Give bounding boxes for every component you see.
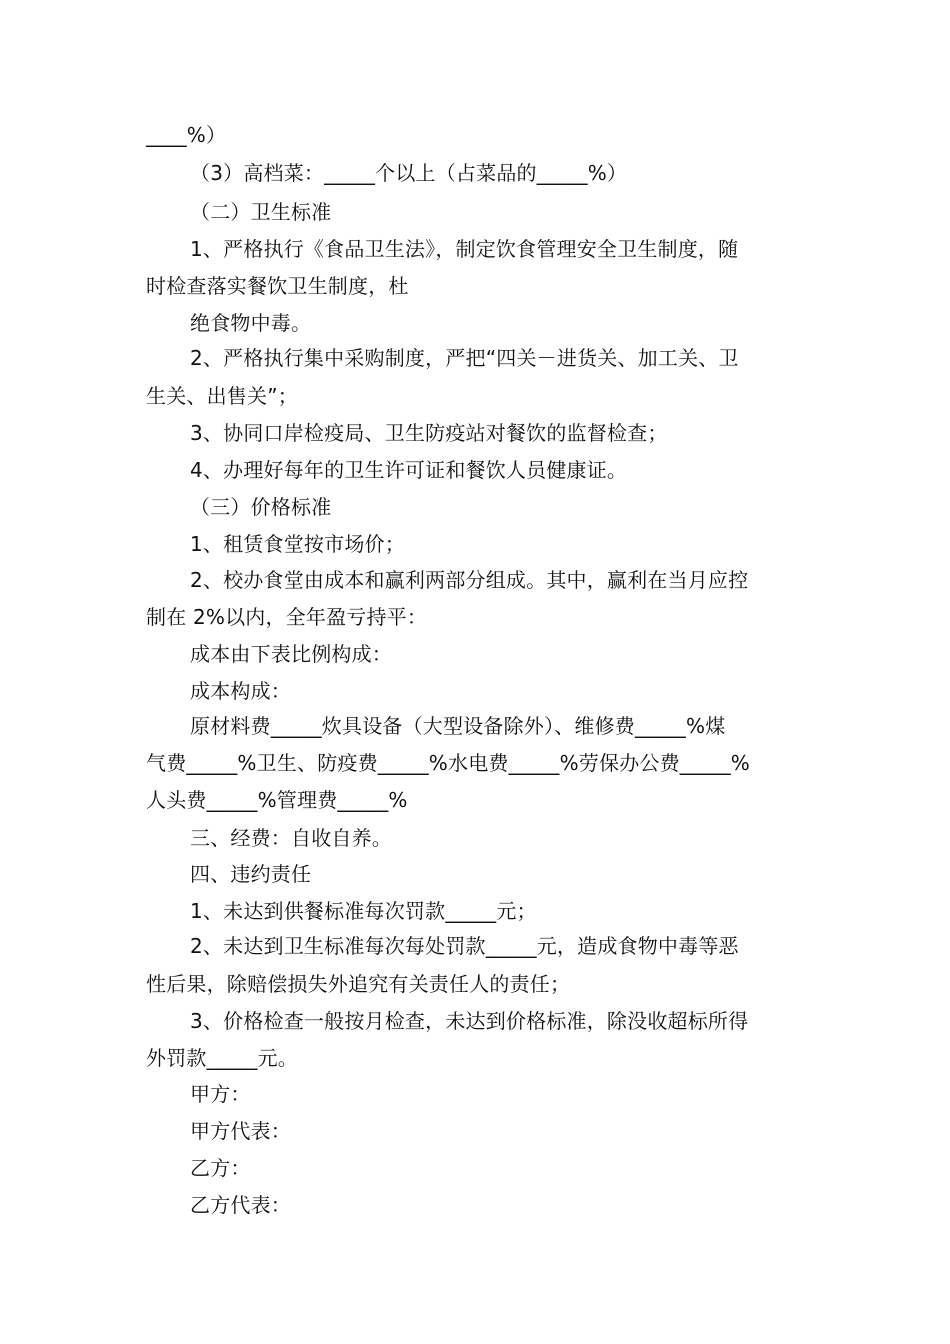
text-line: 2、严格执行集中采购制度，严把“四关－进货关、加工关、卫 bbox=[190, 346, 739, 370]
text-line: 时检查落实餐饮卫生制度，杜 bbox=[146, 274, 409, 298]
text-line: 制在 2%以内，全年盈亏持平： bbox=[146, 605, 428, 629]
signature-label: 甲方代表： bbox=[190, 1119, 291, 1143]
text-line: 人头费_____%管理费_____% bbox=[146, 788, 408, 812]
text-line: ____%） bbox=[146, 123, 227, 147]
text-line: 3、价格检查一般按月检查，未达到价格标准，除没收超标所得 bbox=[190, 1009, 749, 1033]
text-line: 原材料费_____炊具设备（大型设备除外）、维修费_____%煤 bbox=[190, 714, 726, 738]
text-line: 3、协同口岸检疫局、卫生防疫站对餐饮的监督检查； bbox=[190, 421, 668, 445]
text-line: 4、办理好每年的卫生许可证和餐饮人员健康证。 bbox=[190, 458, 628, 482]
text-line: 生关、出售关”； bbox=[146, 384, 298, 408]
text-line: 1、租赁食堂按市场价； bbox=[190, 532, 405, 556]
text-line: 2、未达到卫生标准每次每处罚款_____元，造成食物中毒等恶 bbox=[190, 934, 739, 958]
text-line: 成本构成： bbox=[190, 679, 291, 703]
signature-label: 乙方代表： bbox=[190, 1193, 291, 1217]
text-line: （3）高档菜：_____个以上（占菜品的_____%） bbox=[190, 161, 628, 185]
text-line: 1、严格执行《食品卫生法》，制定饮食管理安全卫生制度，随 bbox=[190, 237, 739, 261]
section-heading: 四、违约责任 bbox=[190, 862, 312, 886]
section-heading: （三）价格标准 bbox=[190, 495, 332, 519]
section-heading: （二）卫生标准 bbox=[190, 200, 332, 224]
text-line: 1、未达到供餐标准每次罚款_____元； bbox=[190, 899, 537, 923]
text-line: 绝食物中毒。 bbox=[190, 311, 312, 335]
text-line: 2、校办食堂由成本和赢利两部分组成。其中，赢利在当月应控 bbox=[190, 568, 749, 592]
text-line: 气费_____%卫生、防疫费_____%水电费_____%劳保办公费_____% bbox=[146, 751, 751, 775]
text-line: 性后果，除赔偿损失外追究有关责任人的责任； bbox=[146, 972, 571, 996]
section-heading: 三、经费：自收自养。 bbox=[190, 826, 392, 850]
signature-label: 甲方： bbox=[190, 1082, 251, 1106]
text-line: 成本由下表比例构成： bbox=[190, 642, 392, 666]
text-line: 外罚款_____元。 bbox=[146, 1046, 298, 1070]
signature-label: 乙方： bbox=[190, 1156, 251, 1180]
